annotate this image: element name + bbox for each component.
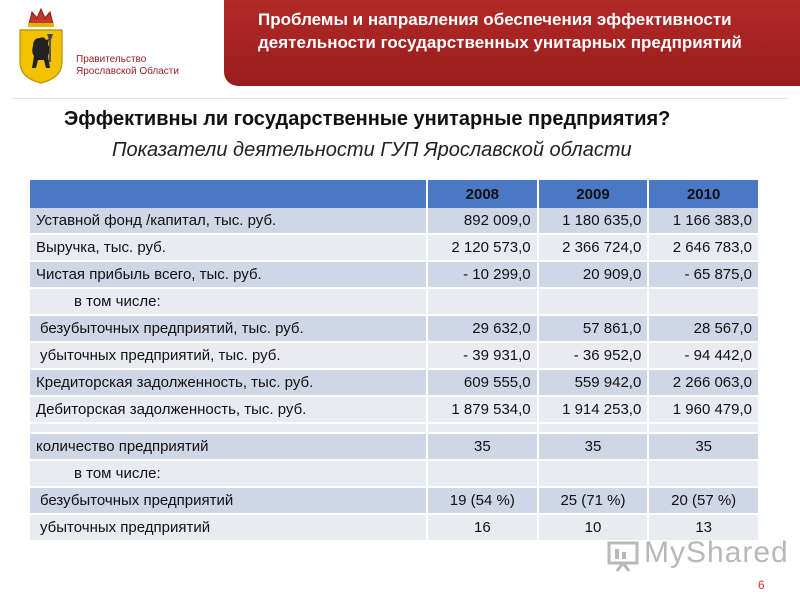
- row-label: Дебиторская задолженность, тыс. руб.: [30, 397, 428, 424]
- page-subheading: Показатели деятельности ГУП Ярославской области: [112, 139, 632, 161]
- cell-2009: 2 366 724,0: [539, 235, 650, 262]
- row-label: безубыточных предприятий: [30, 488, 428, 515]
- cell-2008: [428, 461, 539, 488]
- row-label: количество предприятий: [30, 434, 428, 461]
- cell-2008: 19 (54 %): [428, 488, 539, 515]
- cell-2009: 559 942,0: [539, 370, 650, 397]
- cell-2009: 57 861,0: [539, 316, 650, 343]
- row-label: Выручка, тыс. руб.: [30, 235, 428, 262]
- cell-2010: - 65 875,0: [649, 262, 760, 289]
- cell-2008: 1 879 534,0: [428, 397, 539, 424]
- row-label: убыточных предприятий: [30, 515, 428, 542]
- cell-2009: [539, 461, 650, 488]
- cell-2009: [539, 289, 650, 316]
- org-name: Правительство Ярославской Области: [76, 54, 179, 77]
- indicators-table: [30, 180, 760, 542]
- title-banner: [224, 0, 800, 86]
- spacer-cell: [649, 424, 760, 434]
- table-header-row: [30, 180, 760, 208]
- page-number: 6: [758, 578, 765, 592]
- cell-2010: 2 646 783,0: [649, 235, 760, 262]
- cell-2009: 1 180 635,0: [539, 208, 650, 235]
- cell-2010: 28 567,0: [649, 316, 760, 343]
- col-header-2010: 2010: [649, 180, 760, 208]
- row-label: Кредиторская задолженность, тыс. руб.: [30, 370, 428, 397]
- row-label: в том числе:: [30, 289, 428, 316]
- cell-2010: [649, 461, 760, 488]
- table-row: [30, 461, 760, 488]
- cell-2009: 1 914 253,0: [539, 397, 650, 424]
- cell-2009: - 36 952,0: [539, 343, 650, 370]
- cell-2010: 1 166 383,0: [649, 208, 760, 235]
- cell-2008: 16: [428, 515, 539, 542]
- cell-2010: - 94 442,0: [649, 343, 760, 370]
- table-row: [30, 289, 760, 316]
- banner-title: Проблемы и направления обеспечения эффективности деятельности государственных унитарных предприятий: [258, 10, 742, 52]
- cell-2008: 892 009,0: [428, 208, 539, 235]
- table-spacer-row: [30, 424, 760, 434]
- cell-2010: 1 960 479,0: [649, 397, 760, 424]
- row-label: в том числе:: [30, 461, 428, 488]
- cell-2010: 35: [649, 434, 760, 461]
- table-row: [30, 262, 760, 289]
- cell-2008: [428, 289, 539, 316]
- col-header-2009: 2009: [539, 180, 650, 208]
- spacer-cell: [428, 424, 539, 434]
- spacer-cell: [30, 424, 428, 434]
- cell-2010: 20 (57 %): [649, 488, 760, 515]
- table-row: [30, 316, 760, 343]
- cell-2010: 13: [649, 515, 760, 542]
- table-row: [30, 488, 760, 515]
- page-heading: Эффективны ли государственные унитарные предприятия?: [64, 108, 671, 130]
- cell-2008: - 39 931,0: [428, 343, 539, 370]
- row-label: Уставной фонд /капитал, тыс. руб.: [30, 208, 428, 235]
- cell-2009: 20 909,0: [539, 262, 650, 289]
- table-row: [30, 343, 760, 370]
- col-header-2008: 2008: [428, 180, 539, 208]
- cell-2009: 10: [539, 515, 650, 542]
- coat-of-arms-bear-icon: [18, 6, 64, 84]
- table-row: [30, 434, 760, 461]
- row-label: Чистая прибыль всего, тыс. руб.: [30, 262, 428, 289]
- row-label: безубыточных предприятий, тыс. руб.: [30, 316, 428, 343]
- watermark-text: MyShared: [644, 536, 789, 569]
- cell-2010: [649, 289, 760, 316]
- cell-2008: 29 632,0: [428, 316, 539, 343]
- cell-2008: 35: [428, 434, 539, 461]
- cell-2008: 609 555,0: [428, 370, 539, 397]
- cell-2008: - 10 299,0: [428, 262, 539, 289]
- spacer-cell: [539, 424, 650, 434]
- cell-2009: 25 (71 %): [539, 488, 650, 515]
- cell-2008: 2 120 573,0: [428, 235, 539, 262]
- cell-2009: 35: [539, 434, 650, 461]
- col-header-label: [30, 180, 428, 208]
- table-row: [30, 397, 760, 424]
- cell-2010: 2 266 063,0: [649, 370, 760, 397]
- table-row: [30, 235, 760, 262]
- table-row: [30, 370, 760, 397]
- row-label: убыточных предприятий, тыс. руб.: [30, 343, 428, 370]
- presentation-board-icon: [606, 540, 640, 572]
- table-row: [30, 208, 760, 235]
